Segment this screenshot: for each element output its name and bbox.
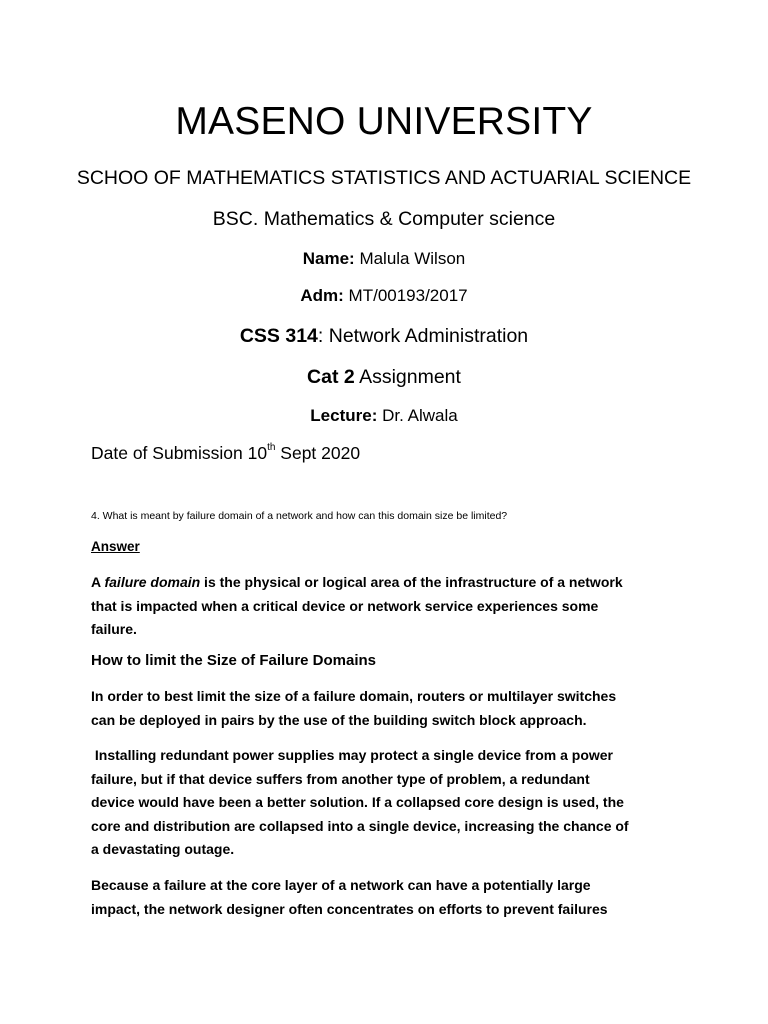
school-name: SCHOO OF MATHEMATICS STATISTICS AND ACTUARIAL SCIENCE: [76, 167, 692, 189]
definition-line: failure.: [91, 621, 137, 637]
paragraph-line: a devastating outage.: [91, 841, 235, 857]
paragraph-line: core and distribution are collapsed into a single device, increasing the chance of: [91, 817, 629, 834]
adm-value: MT/00193/2017: [348, 286, 468, 305]
paragraph-deployment: [91, 685, 691, 732]
cat-rest: Assignment: [359, 366, 461, 388]
definition-line: that is impacted when a critical device or network service experiences some: [91, 597, 599, 614]
paragraph-line: device would have been a better solution. If a collapsed core design is used, the: [91, 794, 624, 810]
paragraph-line: In order to best limit the size of a failure domain, routers or multilayer switches: [91, 688, 617, 704]
definition-paragraph: [91, 571, 691, 642]
university-title: MASENO UNIVERSITY: [175, 100, 593, 143]
course-code: CSS 314: [239, 325, 318, 347]
paragraph-line: Installing redundant power supplies may protect a single device from a power: [91, 747, 614, 763]
name-label: Name:: [302, 249, 355, 268]
adm-label: Adm:: [300, 286, 344, 305]
section-heading: How to limit the Size of Failure Domains: [91, 652, 377, 669]
paragraph-line: failure, but if that device suffers from another type of problem, a redundant: [91, 770, 590, 787]
date-rest: Sept 2020: [275, 443, 361, 463]
date-suffix: th: [267, 442, 276, 454]
answer-label: Answer: [91, 539, 140, 554]
cat-label: Cat 2: [307, 366, 355, 388]
definition-term: failure domain: [104, 574, 201, 590]
question-text: 4. What is meant by failure domain of a network and how can this domain size be limited?: [91, 510, 508, 522]
course-line: [0, 325, 768, 348]
degree-name: BSC. Mathematics & Computer science: [212, 208, 556, 230]
paragraph-line: impact, the network designer often concentrates on efforts to prevent failures: [91, 900, 608, 917]
paragraph-line: Because a failure at the core layer of a network can have a potentially large: [91, 877, 591, 893]
course-title: : Network Administration: [317, 325, 529, 347]
paragraph-core-layer: [91, 874, 691, 921]
assignment-line: [0, 366, 768, 389]
submission-date: [91, 443, 360, 464]
definition-line: [91, 571, 691, 595]
paragraph-redundancy: [91, 744, 691, 862]
admission-number: [0, 286, 768, 306]
definition-prefix: A: [91, 574, 105, 590]
definition-line1-rest: is the physical or logical area of the infrastructure of a network: [200, 574, 623, 590]
date-prefix: Date of Submission 10: [91, 443, 268, 463]
lecture-value: Dr. Alwala: [382, 406, 458, 425]
lecture-label: Lecture:: [310, 406, 378, 425]
paragraph-line: can be deployed in pairs by the use of the building switch block approach.: [91, 711, 587, 728]
lecturer-line: [0, 406, 768, 426]
name-value: Malula Wilson: [359, 249, 466, 268]
student-name: [0, 249, 768, 269]
